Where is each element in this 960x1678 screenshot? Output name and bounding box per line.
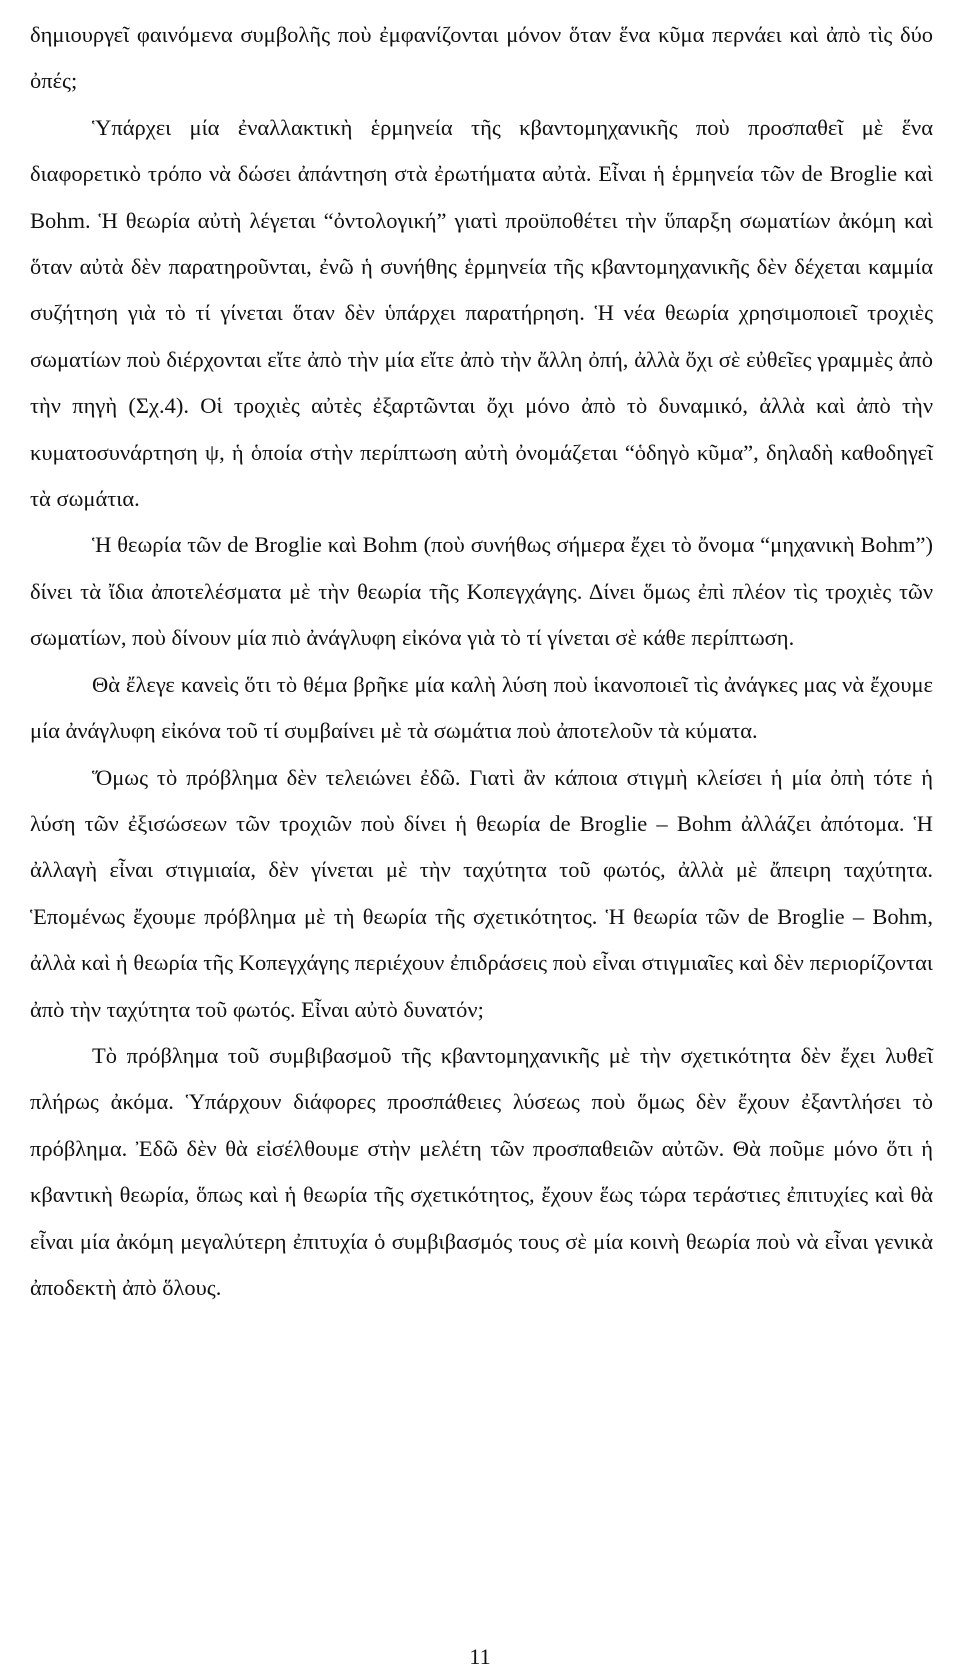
paragraph-reconciliation: Τὸ πρόβλημα τοῦ συμβιβασμοῦ τῆς κβαντομηχανικῆς μὲ τὴν σχετικότητα δὲν ἔχει λυθεῖ πλήρως ἀκόμα. Ὑπάρχουν διάφορες προσπάθειες λύσεως ποὺ ὅμως δὲν ἔχουν ἐξαντλήσει τὸ πρόβλημα. Ἐδῶ δὲν θὰ εἰσέλθουμε στὴν μελέτη τῶν προσπαθειῶν αὐτῶν. Θὰ ποῦμε μόνο ὅτι ἡ κβαντικὴ θεωρία, ὅπως καὶ ἡ θεωρία τῆς σχετικότητος, ἔχουν ἕως τώρα τεράστιες ἐπιτυχίες καὶ θὰ εἶναι μία ἀκόμη μεγαλύτερη ἐπιτυχία ὁ συμβιβασμός τους σὲ μία κοινὴ θεωρία ποὺ νὰ εἶναι γενικὰ ἀποδεκτὴ ἀπὸ ὅλους. — [30, 1042, 933, 1300]
paragraph-interpretation: Ὑπάρχει μία ἐναλλακτικὴ ἑρμηνεία τῆς κβαντομηχανικῆς ποὺ προσπαθεῖ μὲ ἕνα διαφορετικὸ τρόπο νὰ δώσει ἀπάντηση στὰ ἐρωτήματα αὐτὰ. Εἶναι ἡ ἑρμηνεία τῶν de Broglie καὶ Bohm. Ἡ θεωρία αὐτὴ λέγεται “ὀντολογική” γιατὶ προϋποθέτει τὴν ὕπαρξη σωματίων ἀκόμη καὶ ὅταν αὐτὰ δὲν παρατηροῦνται, ἐνῶ ἡ συνήθης ἑρμηνεία τῆς κβαντομηχανικῆς δὲν δέχεται καμμία συζήτηση γιὰ τὸ τί γίνεται ὅταν δὲν ὑπάρχει παρατήρηση. Ἡ νέα θεωρία χρησιμοποιεῖ τροχιὲς σωματίων ποὺ διέρχονται εἴτε ἀπὸ τὴν μία εἴτε ἀπὸ τὴν ἄλλη ὀπή, ἀλλὰ ὄχι σὲ εὐθεῖες γραμμὲς ἀπὸ τὴν πηγὴ (Σχ.4). Οἱ τροχιὲς αὐτὲς ἐξαρτῶνται ὄχι μόνο ἀπὸ τὸ δυναμικό, ἀλλὰ καὶ ἀπὸ τὴν κυματοσυνάρτηση ψ, ἡ ὁποία στὴν περίπτωση αὐτὴ ὀνομάζεται “ὁδηγὸ κῦμα”, δηλαδὴ καθοδηγεῖ τὰ σωμάτια. — [30, 114, 933, 512]
paragraph-continuation: δημιουργεῖ φαινόμενα συμβολῆς ποὺ ἐμφανίζονται μόνον ὅταν ἕνα κῦμα περνάει καὶ ἀπὸ τὶς δύο ὀπές; — [30, 22, 933, 94]
paragraph-problem: Ὅμως τὸ πρόβλημα δὲν τελειώνει ἐδῶ. Γιατὶ ἂν κάποια στιγμὴ κλείσει ἡ μία ὀπὴ τότε ἡ λύση τῶν ἐξισώσεων τῶν τροχιῶν ποὺ δίνει ἡ θεωρία de Broglie – Bohm ἀλλάζει ἀπότομα. Ἡ ἀλλαγὴ εἶναι στιγμιαία, δὲν γίνεται μὲ τὴν ταχύτητα τοῦ φωτός, ἀλλὰ μὲ ἄπειρη ταχύτητα. Ἑπομένως ἔχουμε πρόβλημα μὲ τὴ θεωρία τῆς σχετικότητος. Ἡ θεωρία τῶν de Broglie – Bohm, ἀλλὰ καὶ ἡ θεωρία τῆς Κοπεγχάγης περιέχουν ἐπιδράσεις ποὺ εἶναι στιγμιαῖες καὶ δὲν περιορίζονται ἀπὸ τὴν ταχύτητα τοῦ φωτός. Εἶναι αὐτὸ δυνατόν; — [30, 764, 933, 1022]
paragraph-solution: Θὰ ἔλεγε κανεὶς ὅτι τὸ θέμα βρῆκε μία καλὴ λύση ποὺ ἱκανοποιεῖ τὶς ἀνάγκες μας νὰ ἔχουμε μία ἀνάγλυφη εἰκόνα τοῦ τί συμβαίνει μὲ τὰ σωμάτια ποὺ ἀποτελοῦν τὰ κύματα. — [30, 671, 933, 744]
paragraph-bohm-mechanics: Ἡ θεωρία τῶν de Broglie καὶ Bohm (ποὺ συνήθως σήμερα ἔχει τὸ ὄνομα “μηχανικὴ Bohm”) δίνει τὰ ἴδια ἀποτελέσματα μὲ τὴν θεωρία τῆς Κοπεγχάγης. Δίνει ὅμως ἐπὶ πλέον τὶς τροχιὲς τῶν σωματίων, ποὺ δίνουν μία πιὸ ἀνάγλυφη εἰκόνα γιὰ τὸ τί γίνεται σὲ κάθε περίπτωση. — [30, 532, 933, 651]
page-number: 11 — [469, 1644, 491, 1669]
document-body — [30, 12, 933, 1311]
